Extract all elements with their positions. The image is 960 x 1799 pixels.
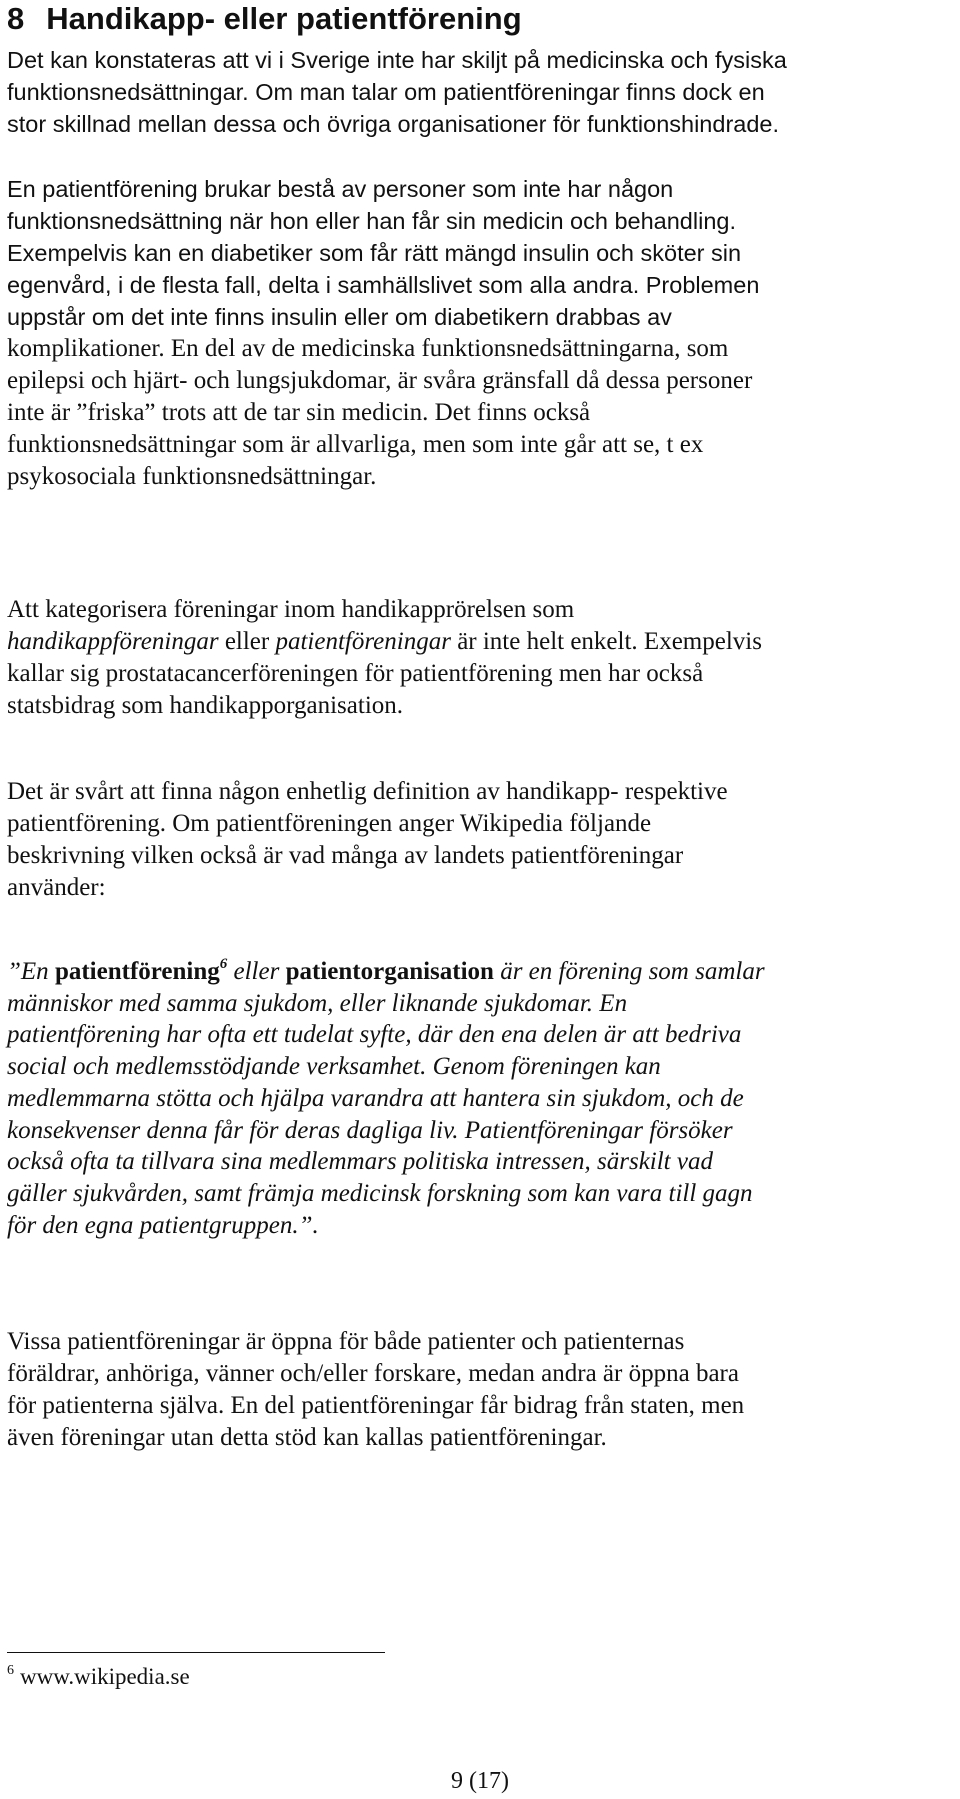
text-line: kallar sig prostatacancerföreningen för patientförening men har också: [7, 660, 704, 687]
footnote-reference[interactable]: 6: [219, 956, 228, 972]
paragraph-categorize: [7, 594, 952, 722]
text-line: patientförening. Om patientföreningen anger Wikipedia följande: [7, 810, 652, 837]
emphasis-term: patientföreningar: [275, 628, 451, 655]
emphasis-term: handikappföreningar: [7, 628, 219, 655]
text-line: inte är ”friska” trots att de tar sin medicin. Det finns också: [7, 399, 591, 426]
text-line: handikappföreningar eller patientföreningar är inte helt enkelt. Exempelvis: [7, 628, 762, 655]
text-line: för patienterna själva. En del patientföreningar får bidrag från staten, men: [7, 1392, 745, 1419]
text-line: Att kategorisera föreningar inom handikapprörelsen som: [7, 596, 575, 623]
quote-line: konsekvenser denna får för deras dagliga liv. Patientföreningar försöker: [7, 1116, 733, 1144]
text-line: funktionsnedsättningar som är allvarliga, men som inte går att se, t ex: [7, 431, 704, 458]
quote-line: gäller sjukvården, samt främja medicinsk forskning som kan vara till gagn: [7, 1179, 753, 1207]
text-line: En patientförening brukar bestå av personer som inte har någon: [7, 176, 674, 202]
text-line: även föreningar utan detta stöd kan kallas patientföreningar.: [7, 1424, 607, 1451]
paragraph-intro: [7, 44, 952, 140]
text-line: uppstår om det inte finns insulin eller om diabetikern drabbas av: [7, 304, 672, 330]
bold-term: patientorganisation: [285, 958, 494, 985]
page-number: 9 (17): [451, 1768, 509, 1794]
text-line: komplikationer. En del av de medicinska funktionsnedsättningarna, som: [7, 335, 729, 362]
text-line: funktionsnedsättningar. Om man talar om patientföreningar finns dock en: [7, 79, 765, 105]
paragraph-open-associations: [7, 1326, 952, 1454]
text-line: statsbidrag som handikapporganisation.: [7, 692, 404, 719]
text-line: beskrivning vilken också är vad många av landets patientföreningar: [7, 842, 684, 869]
wikipedia-quote: [7, 956, 952, 1241]
footnote-separator: [7, 1652, 385, 1653]
quote-line: patientförening har ofta ett tudelat syfte, där den ena delen är att bedriva: [7, 1021, 742, 1049]
text-line: Exempelvis kan en diabetiker som får rätt mängd insulin och sköter sin: [7, 240, 742, 266]
section-title: Handikapp- eller patientförening: [46, 1, 522, 36]
quote-line: social och medlemsstödjande verksamhet. Genom föreningen kan: [7, 1053, 661, 1081]
text-line: Vissa patientföreningar är öppna för både patienter och patienternas: [7, 1328, 685, 1355]
text-line: stor skillnad mellan dessa och övriga organisationer för funktionshindrade.: [7, 111, 780, 137]
footnote-link[interactable]: www.wikipedia.se: [20, 1664, 190, 1689]
footnote-number: 6: [7, 1663, 14, 1678]
quote-line: för den egna patientgruppen.”.: [7, 1211, 319, 1239]
paragraph-patient-association: [7, 173, 952, 493]
text-line: funktionsnedsättning när hon eller han får sin medicin och behandling.: [7, 208, 736, 234]
text-line: använder:: [7, 874, 106, 901]
section-heading: [7, 0, 522, 38]
text-line: psykosociala funktionsnedsättningar.: [7, 463, 377, 490]
text-line: föräldrar, anhöriga, vänner och/eller forskare, medan andra är öppna bara: [7, 1360, 739, 1387]
text-line: egenvård, i de flesta fall, delta i samhällslivet som alla andra. Problemen: [7, 272, 760, 298]
text-line: epilepsi och hjärt- och lungsjukdomar, är svåra gränsfall då dessa personer: [7, 367, 753, 394]
quote-line: människor med samma sjukdom, eller liknande sjukdomar. En: [7, 989, 628, 1017]
quote-line: medlemmarna stötta och hjälpa varandra att hantera sin sjukdom, och de: [7, 1084, 744, 1112]
bold-term: patientförening: [54, 958, 220, 985]
quote-line: också ofta ta tillvara sina medlemmars politiska intressen, särskilt vad: [7, 1148, 713, 1176]
footnote: [7, 1662, 190, 1692]
section-number: 8: [7, 1, 25, 36]
paragraph-definition: [7, 776, 952, 904]
text-line: Det är svårt att finna någon enhetlig definition av handikapp- respektive: [7, 778, 728, 805]
quote-line: ”En patientförening$^6$ eller patientorganisation är en förening som samlar: [7, 956, 765, 985]
text-line: Det kan konstateras att vi i Sverige inte har skiljt på medicinska och fysiska: [7, 47, 787, 73]
